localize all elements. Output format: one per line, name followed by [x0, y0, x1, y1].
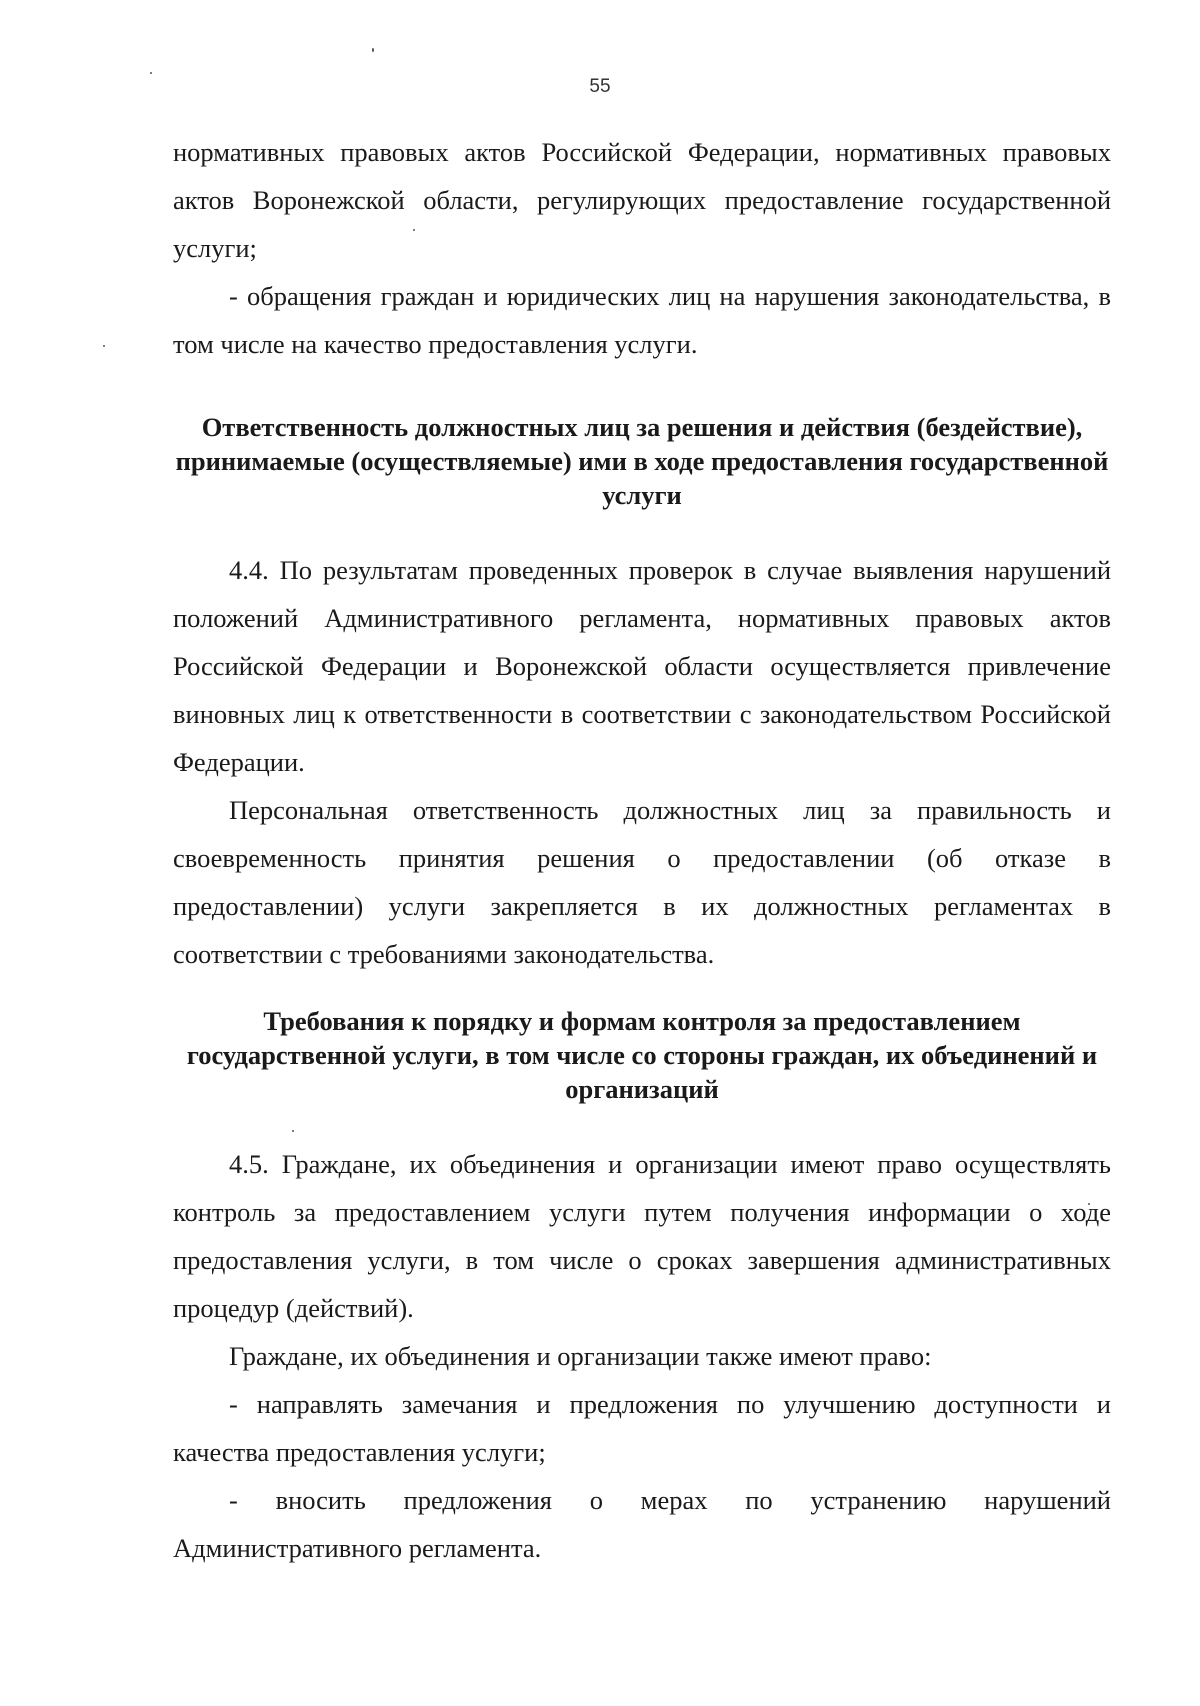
paragraph-appeals: - обращения граждан и юридических лиц на нарушения законодательства, в том числе на качество предоставления услуги. — [173, 281, 1111, 359]
paragraph-4-5: 4.5. Граждане, их объединения и организации имеют право осуществлять контроль за предоставлением услуги путем получения информации о ходе предоставления услуги, в том числе о сроках завершения административных процедур (действий). — [173, 1149, 1111, 1323]
paragraph-personal-responsibility: Персональная ответственность должностных лиц за правильность и своевременность принятия решения о предоставлении (об отказе в предоставлении) услуги закрепляется в их должностных регламентах в соответствии с требованиями законодательства. — [173, 795, 1111, 969]
document-body — [173, 128, 1111, 1572]
paragraph-make-proposals: - вносить предложения о мерах по устранению нарушений Административного регламента. — [173, 1485, 1111, 1563]
section-heading-requirements: Требования к порядку и формам контроля за предоставлением государственной услуги, в том числе со стороны граждан, их объединений и организаций — [186, 1006, 1098, 1104]
paragraph-also-have-right: Граждане, их объединения и организации также имеют право: — [229, 1341, 932, 1371]
paragraph-send-remarks: - направлять замечания и предложения по улучшению доступности и качества предоставления услуги; — [173, 1389, 1111, 1467]
scan-speck — [103, 345, 105, 347]
paragraph-4-4: 4.4. По результатам проведенных проверок в случае выявления нарушений положений Административного регламента, нормативных правовых актов Российской Федерации и Воронежской области осуществляется привлечение виновных лиц к ответственности в соответствии с законодательством Российской Федерации. — [173, 555, 1111, 777]
scan-speck — [372, 48, 374, 52]
page-number: 55 — [589, 76, 611, 97]
section-heading-responsibility: Ответственность должностных лиц за решения и действия (бездействие), принимаемые (осуществляемые) ими в ходе предоставления государственной услуги — [175, 412, 1109, 510]
paragraph-continuation: нормативных правовых актов Российской Федерации, нормативных правовых актов Воронежской области, регулирующих предоставление государственной услуги; — [173, 137, 1111, 263]
scan-speck — [150, 72, 152, 74]
